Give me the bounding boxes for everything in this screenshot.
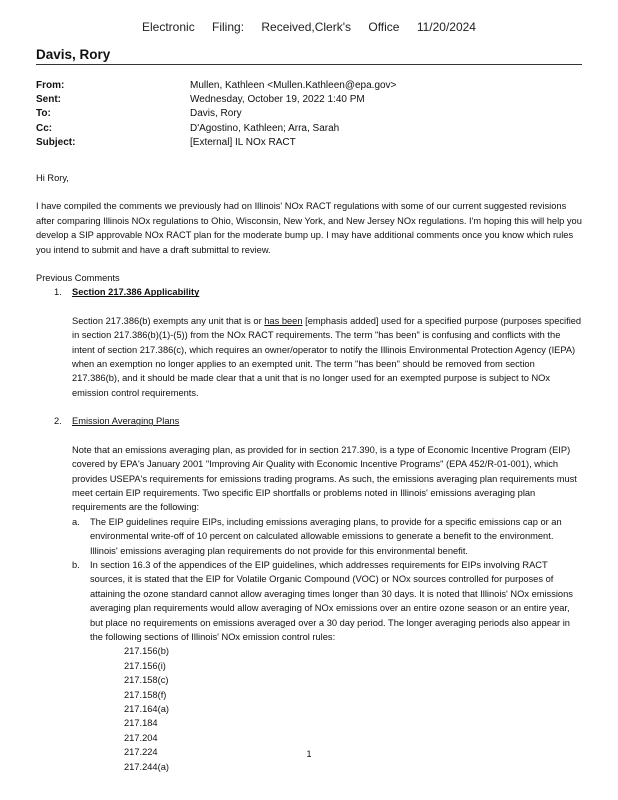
from-row	[36, 79, 396, 93]
sub-item-a	[72, 515, 582, 558]
section-ref: 217.158(c)	[124, 675, 169, 686]
section-ref: 217.204	[124, 732, 158, 743]
sub-list	[72, 515, 582, 774]
sent-row	[36, 93, 396, 107]
email-body	[36, 171, 582, 774]
header-divider	[36, 64, 582, 65]
sub-label: a.	[72, 516, 80, 527]
comments-list	[36, 285, 582, 774]
item1-text-b: [emphasis added] used for a specified purpose (purposes specified in section 217.386(b)(1)-(5)) from the NOx RACT requirements. The term "has been" is confusing and conflicts with the intent of section 217.386(c), which requires an owner/operator to notify the Illinois Environmental Protection Agency (IEPA) when an exemption no longer applies to an exempted unit. The term "has been" should be removed from section 217.386(b), and it should be made clear that a unit that is no longer used for an exempted purpose is subject to NOx emission control requirements.	[72, 315, 582, 398]
cc-value: D'Agostino, Kathleen; Arra, Sarah	[190, 122, 340, 134]
cc-label: Cc:	[36, 122, 53, 134]
section-ref: 217.224	[124, 747, 158, 758]
item-paragraph: Note that an emissions averaging plan, as provided for in section 217.390, is a type of Economic Incentive Program (EIP) covered by EPA's January 2001 "Improving Air Quality with Economic Incentive Programs" (EPA 452/R-01-001), which provides USEPA's requirements for emissions trading programs. As such, the emissions averaging plan requirements must meet certain EIP requirements. Two specific EIP shortfalls or problems noted in Illinois' emissions averaging plan requirements are the following:	[72, 444, 577, 513]
sent-value: Wednesday, October 19, 2022 1:40 PM	[190, 94, 365, 106]
page-number: 1	[306, 749, 312, 759]
item-number: 1.	[54, 287, 62, 298]
sub-text: In section 16.3 of the appendices of the EIP guidelines, which addresses requirements for EIPs involving RACT sources, it is stated that the EIP for Volatile Organic Compound (VOC) or NOx sources controlled for purposes of attaining the ozone standard cannot allow averaging times longer than 30 days. It is noted that Illinois' NOx emissions averaging plan requirements would allow averaging of NOx emissions over an entire ozone season or an entire year, but place no requirements on emissions averaged over a 30 day period. The longer averaging periods also appear in the following sections of Illinois' NOx emission control rules:	[90, 559, 573, 642]
greeting: Hi Rory,	[36, 173, 69, 183]
sender-name: Davis, Rory	[36, 47, 111, 62]
section-ref: 217.164(a)	[124, 704, 169, 714]
to-label: To:	[36, 108, 51, 120]
sub-label: b.	[72, 559, 80, 570]
item-number: 2.	[54, 416, 62, 427]
subject-label: Subject:	[36, 136, 76, 148]
filing-stamp: Electronic Filing: Received,Clerk's Office 11/20/2024	[142, 20, 476, 34]
from-value: Mullen, Kathleen <Mullen.Kathleen@epa.gov>	[190, 80, 397, 91]
comment-item-1	[36, 285, 582, 414]
email-header	[36, 79, 396, 150]
sub-text: The EIP guidelines require EIPs, including emissions averaging plans, to provide for a specific emissions cap or an environmental write-off of 10 percent on calculated allowable emissions to generate a benefit to the environment. Illinois' emissions averaging plan requirements do not provide for this environmental benefit.	[90, 516, 562, 556]
subject-value: [External] IL NOx RACT	[190, 136, 296, 148]
sub-item-b	[72, 558, 582, 774]
previous-comments-heading: Previous Comments	[36, 273, 120, 284]
section-ref: 217.158(f)	[124, 689, 167, 700]
item-title: Emission Averaging Plans	[72, 416, 180, 427]
section-ref: 217.244(a)	[124, 761, 169, 772]
section-ref: 217.156(b)	[124, 646, 169, 657]
intro-paragraph: I have compiled the comments we previously had on Illinois' NOx RACT regulations with some of our current suggested revisions after comparing Illinois NOx regulations to Ohio, Wisconsin, New York, and New Jersey NOx regulations. I'm hoping this will help you develop a SIP approvable NOx RACT plan for the moderate bump up. I may have additional comments once you know which rules you intend to submit and have a draft submittal to review.	[36, 201, 582, 255]
item1-text-a: Section 217.386(b) exempts any unit that is or	[72, 315, 262, 326]
item-paragraph	[72, 314, 582, 400]
item-title: Section 217.386 Applicability	[72, 287, 200, 298]
section-ref: 217.156(i)	[124, 660, 166, 671]
from-label: From:	[36, 80, 65, 91]
sent-label: Sent:	[36, 94, 61, 106]
item1-emphasis: has been	[264, 315, 303, 326]
subject-row	[36, 136, 396, 150]
to-value: Davis, Rory	[190, 108, 242, 120]
to-row	[36, 107, 396, 121]
cc-row	[36, 122, 396, 136]
comment-item-2	[36, 414, 582, 774]
section-ref: 217.184	[124, 718, 158, 729]
